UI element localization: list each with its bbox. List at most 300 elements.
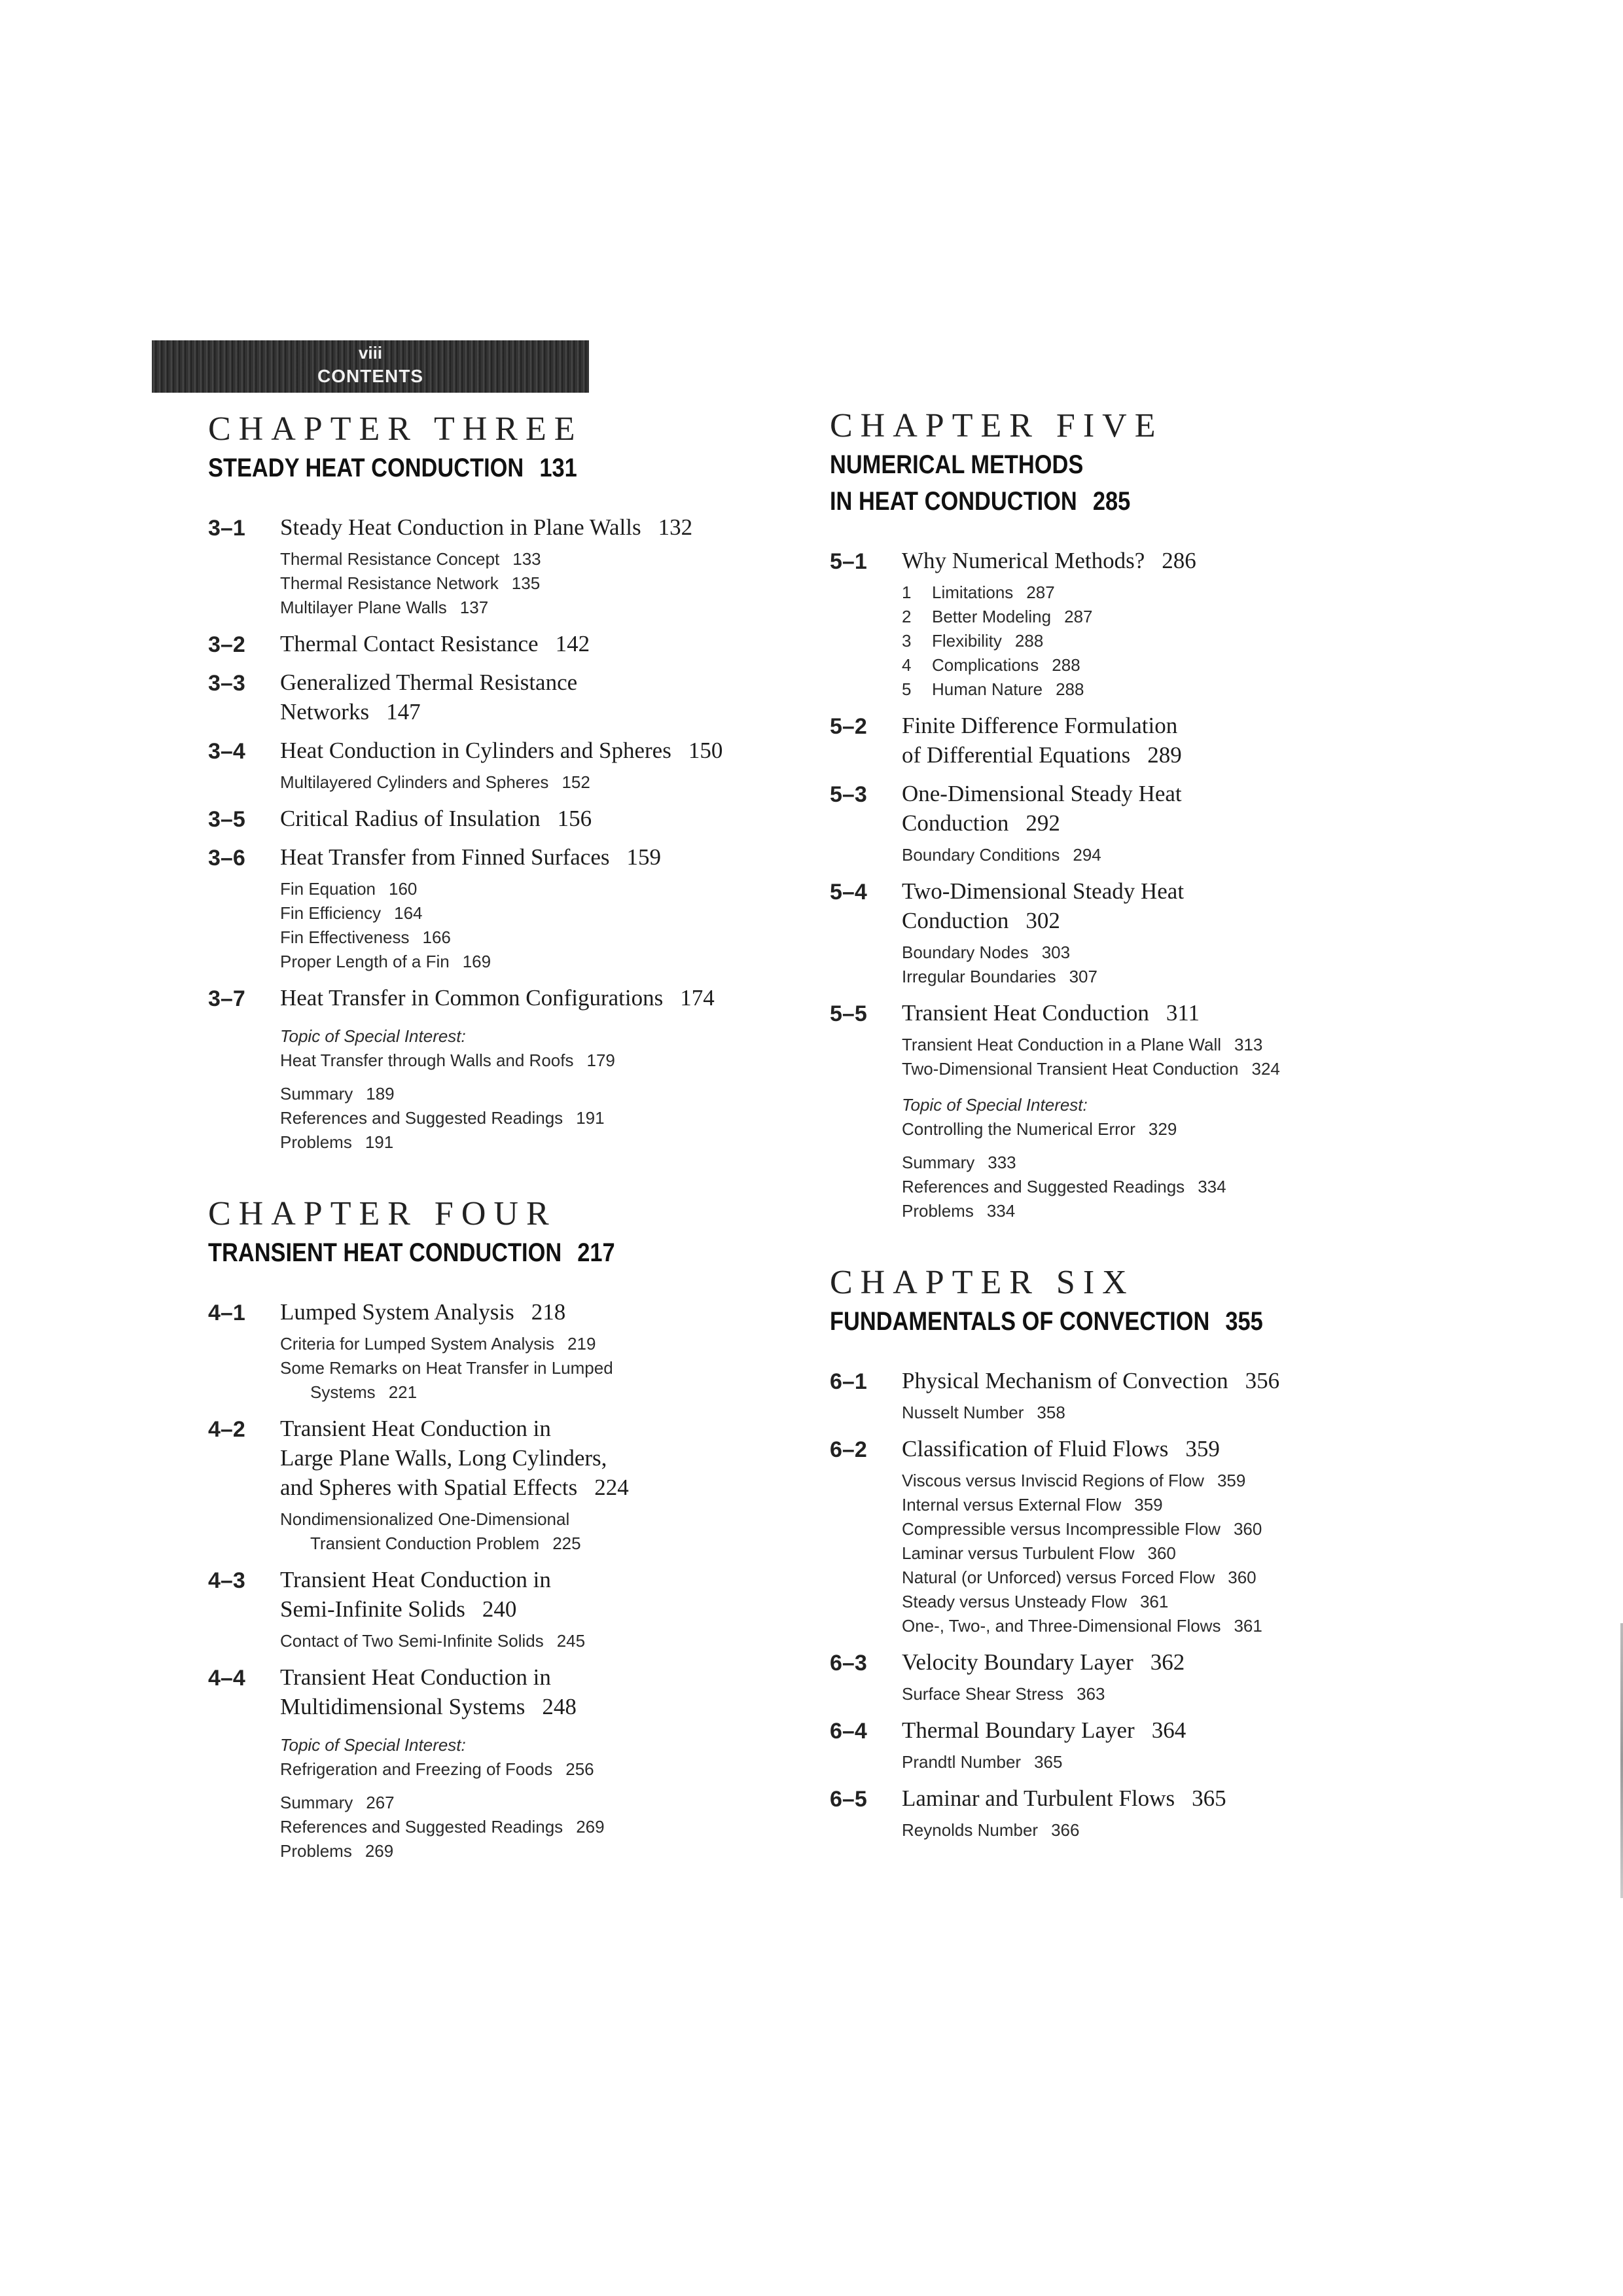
- section-title-text: Networks: [280, 699, 370, 725]
- back-matter-page: 191: [576, 1108, 605, 1128]
- section-title-text: Multidimensional Systems: [280, 1694, 526, 1719]
- subsection-title: Transient Conduction Problem: [310, 1534, 540, 1553]
- subsection-list: [280, 877, 823, 974]
- subsection-title: Compressible versus Incompressible Flow: [902, 1519, 1221, 1539]
- subsection-page: 363: [1077, 1684, 1105, 1704]
- special-topic-page: 329: [1148, 1119, 1177, 1139]
- subsection-item[interactable]: [902, 1818, 1517, 1842]
- section-title: [902, 740, 1517, 770]
- subsection-title: Surface Shear Stress: [902, 1684, 1064, 1704]
- section-number: 3–5: [208, 807, 245, 832]
- toc-section[interactable]: [208, 983, 823, 1013]
- subsection-page: 137: [459, 598, 489, 617]
- subsection-title: Systems: [310, 1382, 376, 1402]
- subsection-index: 3: [902, 631, 912, 651]
- toc-section[interactable]: [208, 1565, 823, 1653]
- back-matter-title: Problems: [280, 1132, 352, 1152]
- subsection-title: Limitations: [932, 583, 1014, 602]
- running-header: [152, 340, 589, 393]
- subsection-page: 219: [567, 1334, 596, 1354]
- section-title-text: Why Numerical Methods?: [902, 548, 1145, 573]
- section-title: [280, 1692, 823, 1721]
- subsection-page: 303: [1041, 942, 1071, 962]
- subsection-title: Fin Equation: [280, 879, 376, 899]
- section-number: 3–3: [208, 671, 245, 696]
- subsection-page: 225: [552, 1534, 581, 1553]
- section-page: 289: [1147, 742, 1182, 768]
- subsection-page: 135: [511, 573, 541, 593]
- subsection-title: Thermal Resistance Concept: [280, 549, 500, 569]
- subsection-page: 307: [1069, 967, 1097, 986]
- back-matter-title: Summary: [280, 1793, 353, 1812]
- section-title-text: Finite Difference Formulation: [902, 713, 1178, 738]
- toc-section[interactable]: [830, 779, 1517, 867]
- subsection-page: 361: [1139, 1592, 1169, 1611]
- chapter-title-line: [830, 483, 1421, 520]
- chapter-page: 217: [577, 1238, 615, 1267]
- subsection-item[interactable]: [902, 1566, 1517, 1590]
- back-matter-page: 333: [988, 1153, 1016, 1172]
- subsection-title: Thermal Resistance Network: [280, 573, 499, 593]
- subsection-page: 245: [556, 1631, 586, 1651]
- section-title-text: Transient Heat Conduction in: [280, 1416, 551, 1441]
- subsection-page: 164: [394, 903, 423, 923]
- subsection-title: Human Nature: [932, 679, 1043, 699]
- section-title-text: Steady Heat Conduction in Plane Walls: [280, 514, 641, 540]
- section-title-text: Lumped System Analysis: [280, 1299, 514, 1325]
- section-title: [280, 1565, 823, 1594]
- subsection-item-continued: [280, 1532, 823, 1556]
- section-page: 142: [555, 631, 590, 656]
- special-topic-text: Controlling the Numerical Error: [902, 1119, 1135, 1139]
- section-page: 218: [531, 1299, 566, 1325]
- section-title: [902, 779, 1517, 808]
- subsection-page: 358: [1037, 1403, 1065, 1422]
- section-title-text: Two-Dimensional Steady Heat: [902, 878, 1185, 904]
- section-page: 132: [658, 514, 693, 540]
- section-title-text: Transient Heat Conduction in: [280, 1567, 551, 1592]
- subsection-list: [280, 770, 823, 795]
- chapter-block: [208, 1194, 823, 1863]
- subsection-page: 221: [388, 1382, 418, 1402]
- back-matter-item[interactable]: [280, 1791, 823, 1815]
- subsection-list: [902, 1401, 1517, 1425]
- section-title: [280, 983, 823, 1013]
- subsection-list: [280, 1507, 823, 1556]
- subsection-item[interactable]: [902, 1057, 1517, 1081]
- chapter-title-text: TRANSIENT HEAT CONDUCTION: [208, 1238, 562, 1267]
- subsection-title: Better Modeling: [932, 607, 1052, 626]
- section-number: 4–2: [208, 1417, 245, 1442]
- subsection-title: Reynolds Number: [902, 1820, 1039, 1840]
- subsection-title: Multilayer Plane Walls: [280, 598, 447, 617]
- subsection-item[interactable]: [902, 1401, 1517, 1425]
- chapter-page: 131: [539, 454, 577, 482]
- section-page: 365: [1192, 1785, 1226, 1811]
- section-title-text: Conduction: [902, 810, 1009, 836]
- subsection-index: 4: [902, 655, 912, 675]
- subsection-item[interactable]: [902, 965, 1517, 989]
- special-topic-label: Topic of Special Interest:: [902, 1095, 1088, 1115]
- back-matter-page: 191: [365, 1132, 394, 1152]
- subsection-title: Viscous versus Inviscid Regions of Flow: [902, 1471, 1204, 1490]
- subsection-title: Boundary Conditions: [902, 845, 1060, 865]
- back-matter-page: 267: [366, 1793, 395, 1812]
- subsection-page: 160: [388, 879, 418, 899]
- toc-section[interactable]: [208, 842, 823, 974]
- subsection-item[interactable]: [902, 677, 1517, 702]
- toc-section[interactable]: [208, 668, 823, 726]
- back-matter-item[interactable]: [280, 1130, 823, 1155]
- back-matter-item[interactable]: [902, 1151, 1517, 1175]
- spacer: [280, 1073, 823, 1082]
- section-title-text: Critical Radius of Insulation: [280, 806, 541, 831]
- chapter-page: 285: [1092, 487, 1131, 516]
- subsection-item[interactable]: [280, 901, 823, 925]
- spacer: [902, 1141, 1517, 1151]
- section-title: [902, 1784, 1517, 1813]
- toc-section[interactable]: [208, 804, 823, 833]
- chapter-label: CHAPTER SIX: [830, 1264, 1135, 1301]
- section-title: [902, 998, 1517, 1028]
- section-number: 4–4: [208, 1666, 245, 1691]
- section-title: [280, 1414, 823, 1443]
- toc-section[interactable]: [830, 711, 1517, 770]
- subsection-item[interactable]: [902, 629, 1517, 653]
- subsection-index: 1: [902, 583, 912, 602]
- section-title: [280, 668, 823, 697]
- toc-section[interactable]: [830, 546, 1517, 702]
- section-title-text: and Spheres with Spatial Effects: [280, 1475, 578, 1500]
- subsection-title: Irregular Boundaries: [902, 967, 1056, 986]
- section-page: 292: [1026, 810, 1060, 836]
- back-matter-page: 269: [365, 1841, 394, 1861]
- chapter-title: [830, 1303, 1421, 1340]
- toc-section[interactable]: [208, 629, 823, 658]
- section-title: [280, 736, 823, 765]
- toc-section[interactable]: [208, 1662, 823, 1721]
- subsection-title: Criteria for Lumped System Analysis: [280, 1334, 555, 1354]
- subsection-title: Some Remarks on Heat Transfer in Lumped: [280, 1358, 613, 1378]
- subsection-page: 287: [1064, 607, 1093, 626]
- back-matter-page: 269: [576, 1817, 605, 1837]
- section-title: [902, 1366, 1517, 1395]
- section-title-text: Heat Transfer from Finned Surfaces: [280, 844, 610, 870]
- chapter-title-text: FUNDAMENTALS OF CONVECTION: [830, 1307, 1210, 1336]
- back-matter-item[interactable]: [280, 1815, 823, 1839]
- back-matter-title: References and Suggested Readings: [280, 1817, 563, 1837]
- subsection-page: 359: [1217, 1471, 1246, 1490]
- section-title-text: Heat Conduction in Cylinders and Spheres: [280, 738, 671, 763]
- subsection-item[interactable]: [902, 605, 1517, 629]
- subsection-title: Complications: [932, 655, 1039, 675]
- subsection-item[interactable]: [902, 843, 1517, 867]
- toc-section[interactable]: [208, 736, 823, 795]
- subsection-title: Nusselt Number: [902, 1403, 1024, 1422]
- subsection-page: 360: [1233, 1519, 1262, 1539]
- section-page: 156: [557, 806, 592, 831]
- section-number: 5–2: [830, 714, 867, 739]
- section-page: 240: [482, 1596, 517, 1622]
- special-topic: [208, 1733, 823, 1863]
- back-matter-title: Problems: [280, 1841, 352, 1861]
- section-number: 6–4: [830, 1719, 867, 1744]
- subsection-list: [280, 1629, 823, 1653]
- section-title-text: One-Dimensional Steady Heat: [902, 781, 1182, 806]
- section-title-text: Physical Mechanism of Convection: [902, 1368, 1228, 1393]
- subsection-item[interactable]: [280, 596, 823, 620]
- section-list: [830, 1366, 1517, 1842]
- left-column: [208, 409, 823, 1903]
- back-matter-item[interactable]: [902, 1199, 1517, 1223]
- section-title-text: Semi-Infinite Solids: [280, 1596, 465, 1622]
- section-title-text: Thermal Boundary Layer: [902, 1717, 1135, 1743]
- subsection-page: 288: [1014, 631, 1044, 651]
- subsection-list: [902, 581, 1517, 702]
- section-title-text: Conduction: [902, 908, 1009, 933]
- subsection-item[interactable]: [902, 1493, 1517, 1517]
- chapter-title: [830, 446, 1421, 520]
- section-page: 248: [542, 1694, 577, 1719]
- subsection-page: 313: [1234, 1035, 1263, 1054]
- page-edge-rule: [1620, 1623, 1623, 1898]
- subsection-page: 166: [422, 927, 451, 947]
- subsection-item[interactable]: [280, 571, 823, 596]
- section-title: [280, 512, 823, 542]
- subsection-title: Prandtl Number: [902, 1752, 1022, 1772]
- section-title: [280, 1594, 823, 1624]
- section-number: 4–1: [208, 1300, 245, 1325]
- subsection-title: Fin Efficiency: [280, 903, 382, 923]
- section-title: [280, 1297, 823, 1327]
- subsection-list: [902, 1469, 1517, 1638]
- subsection-list: [902, 1033, 1517, 1081]
- section-title: [280, 804, 823, 833]
- section-title-text: Transient Heat Conduction: [902, 1000, 1149, 1026]
- subsection-title: Proper Length of a Fin: [280, 952, 450, 971]
- section-title-text: of Differential Equations: [902, 742, 1131, 768]
- subsection-title: One-, Two-, and Three-Dimensional Flows: [902, 1616, 1221, 1636]
- section-list: [208, 512, 823, 1155]
- back-matter-page: 334: [1198, 1177, 1226, 1196]
- section-page: 174: [680, 985, 715, 1011]
- subsection-page: 152: [562, 772, 590, 792]
- toc-section[interactable]: [208, 1414, 823, 1556]
- back-matter-item[interactable]: [280, 1082, 823, 1106]
- section-title: [280, 842, 823, 872]
- subsection-item[interactable]: [280, 1356, 823, 1380]
- section-number: 6–2: [830, 1437, 867, 1462]
- section-title: [902, 1715, 1517, 1745]
- section-number: 3–4: [208, 739, 245, 764]
- subsection-item[interactable]: [280, 950, 823, 974]
- section-number: 5–1: [830, 549, 867, 574]
- section-page: 147: [386, 699, 421, 725]
- subsection-title: Fin Effectiveness: [280, 927, 410, 947]
- subsection-page: 294: [1073, 845, 1101, 865]
- chapter-page: 355: [1225, 1307, 1263, 1336]
- subsection-item[interactable]: [280, 770, 823, 795]
- chapter-label: CHAPTER FOUR: [208, 1195, 557, 1232]
- section-number: 3–2: [208, 632, 245, 657]
- subsection-item[interactable]: [902, 1033, 1517, 1057]
- section-title: [280, 629, 823, 658]
- section-title: [280, 1473, 823, 1502]
- section-title-text: Laminar and Turbulent Flows: [902, 1785, 1175, 1811]
- subsection-index: 5: [902, 679, 912, 699]
- subsection-item[interactable]: [902, 1590, 1517, 1614]
- subsection-item[interactable]: [280, 925, 823, 950]
- section-title: [280, 1662, 823, 1692]
- chapter-label: CHAPTER FIVE: [830, 407, 1164, 444]
- section-number: 5–3: [830, 782, 867, 807]
- special-topic: [208, 1024, 823, 1155]
- back-matter-item[interactable]: [902, 1175, 1517, 1199]
- subsection-item[interactable]: [280, 1629, 823, 1653]
- section-title-text: Classification of Fluid Flows: [902, 1436, 1169, 1462]
- toc-section[interactable]: [830, 1434, 1517, 1638]
- chapter-title-line: NUMERICAL METHODS: [830, 450, 1084, 479]
- toc-section[interactable]: [830, 1366, 1517, 1425]
- subsection-list: [280, 1332, 823, 1405]
- subsection-item[interactable]: [902, 1750, 1517, 1774]
- chapter-title: [208, 1234, 737, 1271]
- subsection-item[interactable]: [902, 941, 1517, 965]
- chapter-block: [208, 409, 823, 1155]
- subsection-title: Flexibility: [932, 631, 1002, 651]
- subsection-title: Nondimensionalized One-Dimensional: [280, 1509, 570, 1529]
- special-topic: [830, 1093, 1517, 1223]
- section-number: 3–1: [208, 516, 245, 541]
- subsection-item[interactable]: [280, 1332, 823, 1356]
- chapter-title-text: IN HEAT CONDUCTION: [830, 487, 1077, 516]
- section-title: [280, 697, 823, 726]
- section-title-text: Transient Heat Conduction in: [280, 1664, 551, 1690]
- subsection-page: 360: [1228, 1568, 1257, 1587]
- subsection-item-continued: [280, 1380, 823, 1405]
- section-title: [902, 808, 1517, 838]
- spacer: [280, 1782, 823, 1791]
- subsection-list: [902, 1682, 1517, 1706]
- section-page: 159: [626, 844, 662, 870]
- subsection-item[interactable]: [280, 547, 823, 571]
- subsection-title: Transient Heat Conduction in a Plane Wall: [902, 1035, 1221, 1054]
- subsection-item[interactable]: [902, 1682, 1517, 1706]
- subsection-item[interactable]: [902, 1517, 1517, 1541]
- special-topic-text: Refrigeration and Freezing of Foods: [280, 1759, 553, 1779]
- special-topic-text: Heat Transfer through Walls and Roofs: [280, 1050, 574, 1070]
- section-title-text: Generalized Thermal Resistance: [280, 670, 578, 695]
- section-page: 356: [1245, 1368, 1280, 1393]
- section-page: 364: [1151, 1717, 1186, 1743]
- back-matter-page: 334: [986, 1201, 1016, 1221]
- section-title-text: Heat Transfer in Common Configurations: [280, 985, 664, 1011]
- toc-section[interactable]: [830, 876, 1517, 989]
- subsection-title: Contact of Two Semi-Infinite Solids: [280, 1631, 544, 1651]
- special-topic-title[interactable]: [280, 1049, 823, 1073]
- section-title: [902, 906, 1517, 935]
- running-header-label: CONTENTS: [317, 366, 423, 386]
- subsection-title: Steady versus Unsteady Flow: [902, 1592, 1127, 1611]
- toc-section[interactable]: [208, 1297, 823, 1405]
- subsection-title: Boundary Nodes: [902, 942, 1029, 962]
- toc-section[interactable]: [830, 998, 1517, 1081]
- section-page: 224: [594, 1475, 629, 1500]
- back-matter-page: 189: [366, 1084, 395, 1103]
- subsection-page: 366: [1051, 1820, 1080, 1840]
- section-title: [902, 546, 1517, 575]
- section-title-text: Thermal Contact Resistance: [280, 631, 539, 656]
- subsection-title: Laminar versus Turbulent Flow: [902, 1543, 1135, 1563]
- toc-section[interactable]: [830, 1784, 1517, 1842]
- back-matter-item[interactable]: [280, 1106, 823, 1130]
- subsection-item[interactable]: [280, 877, 823, 901]
- section-number: 3–6: [208, 846, 245, 870]
- subsection-item[interactable]: [902, 581, 1517, 605]
- subsection-item[interactable]: [902, 653, 1517, 677]
- section-list: [830, 546, 1517, 1223]
- subsection-item[interactable]: [902, 1541, 1517, 1566]
- subsection-title: Two-Dimensional Transient Heat Conduction: [902, 1059, 1239, 1079]
- subsection-list: [902, 1750, 1517, 1774]
- subsection-page: 169: [462, 952, 491, 971]
- section-number: 5–5: [830, 1001, 867, 1026]
- section-title: [902, 1434, 1517, 1463]
- subsection-page: 361: [1234, 1616, 1262, 1636]
- section-page: 302: [1026, 908, 1060, 933]
- chapter-title: [208, 450, 737, 486]
- section-number: 3–7: [208, 986, 245, 1011]
- section-title: [902, 1647, 1517, 1677]
- chapter-title-text: STEADY HEAT CONDUCTION: [208, 454, 524, 482]
- subsection-page: 288: [1052, 655, 1080, 675]
- subsection-list: [902, 843, 1517, 867]
- subsection-index: 2: [902, 607, 912, 626]
- toc-section[interactable]: [830, 1647, 1517, 1706]
- subsection-page: 287: [1026, 583, 1055, 602]
- special-topic-page: 256: [565, 1759, 594, 1779]
- back-matter-title: References and Suggested Readings: [902, 1177, 1185, 1196]
- chapter-label: CHAPTER THREE: [208, 410, 583, 448]
- subsection-title: Internal versus External Flow: [902, 1495, 1122, 1515]
- back-matter-item[interactable]: [280, 1839, 823, 1863]
- section-number: 4–3: [208, 1568, 245, 1593]
- section-page: 359: [1185, 1436, 1220, 1462]
- section-page: 286: [1162, 548, 1196, 573]
- subsection-page: 365: [1034, 1752, 1063, 1772]
- section-title-text: Velocity Boundary Layer: [902, 1649, 1133, 1675]
- special-topic-page: 179: [586, 1050, 615, 1070]
- subsection-list: [902, 941, 1517, 989]
- section-page: 362: [1150, 1649, 1185, 1675]
- subsection-page: 359: [1134, 1495, 1163, 1515]
- section-title: [280, 1443, 823, 1473]
- chapter-block: [830, 406, 1517, 1223]
- section-page: 311: [1166, 1000, 1200, 1026]
- section-number: 6–3: [830, 1651, 867, 1676]
- chapter-block: [830, 1263, 1517, 1842]
- subsection-item[interactable]: [902, 1469, 1517, 1493]
- subsection-item[interactable]: [280, 1507, 823, 1532]
- back-matter-title: Summary: [280, 1084, 353, 1103]
- special-topic-title[interactable]: [280, 1757, 823, 1782]
- back-matter-title: Problems: [902, 1201, 974, 1221]
- special-topic-title[interactable]: [902, 1117, 1517, 1141]
- section-title-text: Large Plane Walls, Long Cylinders,: [280, 1445, 607, 1471]
- toc-section[interactable]: [830, 1715, 1517, 1774]
- toc-section[interactable]: [208, 512, 823, 620]
- subsection-item[interactable]: [902, 1614, 1517, 1638]
